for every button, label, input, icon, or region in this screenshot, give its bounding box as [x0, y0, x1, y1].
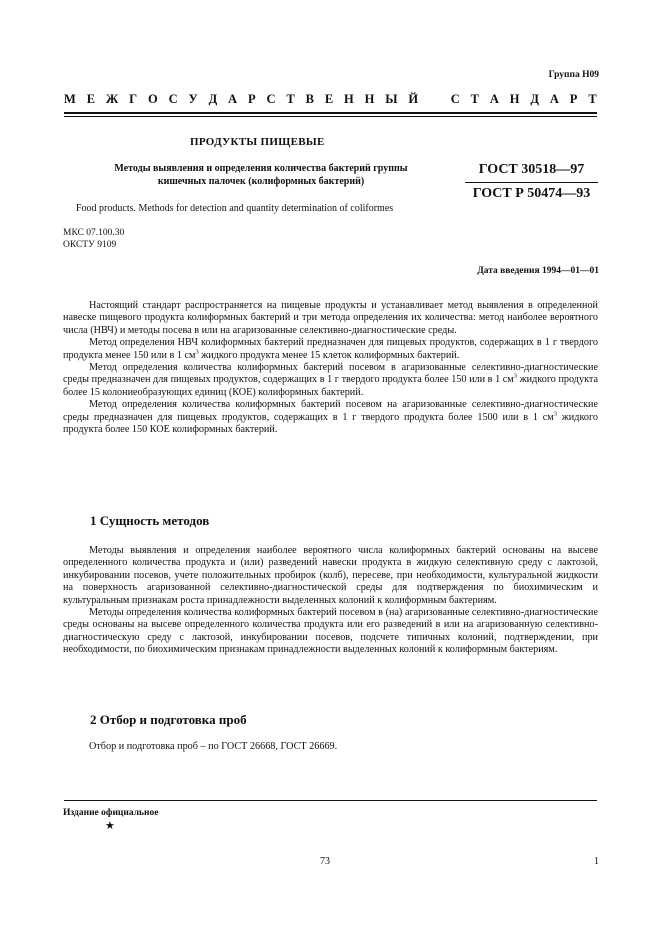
paragraph: Метод определения количества колиформных бактерий посевом на агаризованные селективно-диагностические среды предназначен для пищевых продуктов, содержащих в 1 г твердого продукта более 1500 или в 1 $см^3$ жидкого продукта более 150 КОЕ колиформных бактерий. [63, 399, 598, 436]
header-letter: Р [247, 92, 256, 106]
header-letter: Д [208, 92, 218, 106]
section-1-text [63, 545, 598, 657]
section-heading-1: 1 Сущность методов [90, 513, 210, 528]
gost-designation [465, 162, 598, 202]
star-icon: ★ [105, 819, 115, 832]
header-letter: А [489, 92, 499, 106]
header-letter: М [64, 92, 76, 106]
header-letter: Т [588, 92, 597, 106]
mks-code: МКС 07.100.30 [63, 228, 125, 238]
header-letter: Ж [105, 92, 119, 106]
header-rule-thin [64, 116, 597, 117]
header-letter: Н [364, 92, 375, 106]
page-number-right: 1 [594, 856, 599, 867]
header-rule-thick [64, 112, 597, 114]
section-2-text [63, 741, 598, 753]
section-heading-2: 2 Отбор и подготовка проб [90, 712, 247, 727]
header-letter: Д [530, 92, 540, 106]
english-title: Food products. Methods for detection and quantity determination of coliformes [76, 203, 394, 214]
header-letter: Й [408, 92, 419, 106]
edition-label: Издание официальное [63, 808, 159, 818]
paragraph: Отбор и подготовка проб – по ГОСТ 26668, ГОСТ 26669. [89, 741, 338, 752]
paragraph: Настоящий стандарт распространяется на пищевые продукты и устанавливает метод выявления в определенной навеске пищевого продукта колиформных бактерий и три метода определения их количества: метод наиболее вероятного числа (НВЧ) и методы посева в или на агаризованные селективно-диагностические среды. [63, 300, 598, 336]
header-letter: С [168, 92, 178, 106]
paragraph: Метод определения количества колиформных бактерий посевом в агаризованные селективно-диагностические среды предназначен для пищевых продуктов, содержащих в 1 г твердого продукта более 150 или в 1 $см^3$ жидкого продукта более 15 колониеобразующих единиц (КОЕ) колиформных бактерий. [63, 362, 598, 398]
introduction-text [63, 300, 598, 436]
header-letter: С [450, 92, 460, 106]
standard-type-header [64, 92, 597, 107]
header-letter: О [147, 92, 158, 106]
header-letter: Ы [385, 92, 398, 106]
header-letter: С [266, 92, 276, 106]
header-letter: А [549, 92, 559, 106]
header-letter: Н [509, 92, 520, 106]
okstu-code: ОКСТУ 9109 [63, 240, 117, 250]
header-letter: Т [470, 92, 480, 106]
paragraph: Методы выявления и определения наиболее вероятного числа колиформных бактерий основаны на высеве определенного количества продукта и (или) разведений навески продукта в жидкую селективную среду с лактозой, инкубировании посевов, учете положительных пробирок (колб), пересеве, при необходимости, культуральной жидкости на поверхность агаризованной селективно-диагностической среды для подтверждения по биохимическим и культуральным признакам роста принадлежности выделенных колоний к колиформным бактериям. [63, 545, 598, 606]
paragraph: Методы определения количества колиформных бактерий посевом в (на) агаризованные селективно-диагностические среды основаны на высеве определенного количества продукта или его разведений в или на агаризованную селективно-диагностическую среду с лактозой, инкубировании посевов, подсчете типичных колоний, подтверждении, при необходимости, по биохимическим признакам принадлежности выделенных колоний к колиформным бактериям. [63, 607, 598, 656]
header-letter: Р [569, 92, 578, 106]
header-letter: Е [86, 92, 96, 106]
header-letter: Н [344, 92, 354, 106]
header-letter: Г [129, 92, 138, 106]
header-letter: А [228, 92, 238, 106]
group-label: Группа Н09 [548, 70, 599, 80]
footer-rule [64, 800, 597, 801]
document-title: ПРОДУКТЫ ПИЩЕВЫЕ [190, 136, 325, 148]
gost-code-primary: ГОСТ 30518—97 [465, 162, 598, 183]
subtitle-line: кишечных палочек (колиформных бактерий) [157, 176, 365, 187]
header-letter: В [305, 92, 314, 106]
page-number-center: 73 [320, 856, 330, 867]
document-subtitle [86, 162, 436, 188]
subtitle-line: Методы выявления и определения количества бактерий группы [114, 163, 408, 174]
introduction-date: Дата введения 1994—01—01 [477, 266, 599, 276]
gost-code-secondary: ГОСТ Р 50474—93 [472, 186, 591, 201]
header-letter: Т [286, 92, 295, 106]
header-letter: У [188, 92, 198, 106]
classification-codes [63, 227, 124, 251]
header-letter: Е [324, 92, 334, 106]
paragraph: Метод определения НВЧ колиформных бактерий предназначен для пищевых продуктов, содержащих в 1 г твердого продукта менее 150 или в 1 $см^3$ жидкого продукта менее 15 клеток колиформных бактерий. [63, 337, 598, 361]
